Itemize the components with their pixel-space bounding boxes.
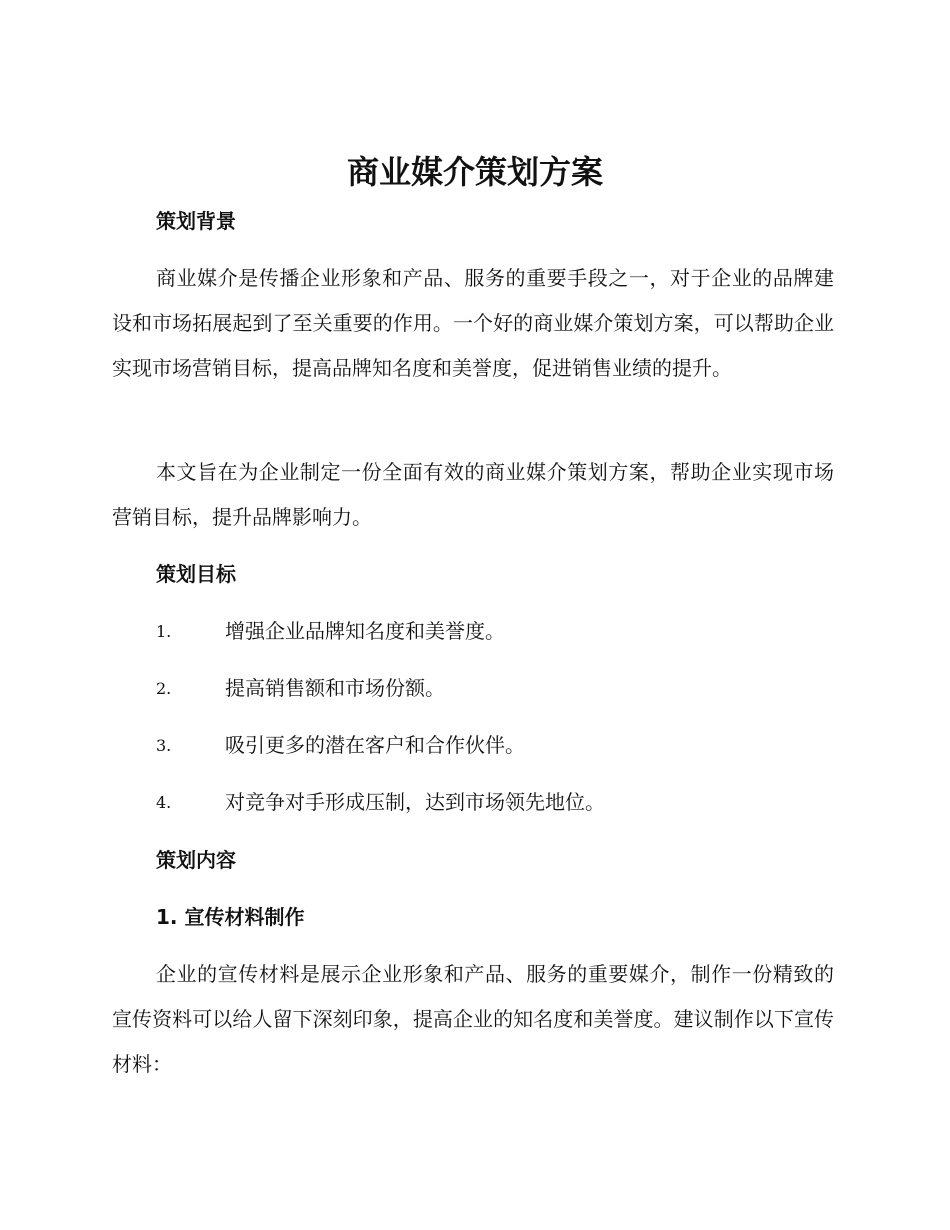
section-heading-content: 策划内容 (156, 848, 236, 872)
list-item-number: 4. (156, 793, 172, 812)
document-title: 商业媒介策划方案 (346, 153, 603, 191)
list-item-text: 提高销售额和市场份额。 (225, 676, 445, 700)
section-heading-goals: 策划目标 (156, 562, 236, 586)
list-item-number: 2. (156, 679, 172, 698)
list-item-text: 增强企业品牌知名度和美誉度。 (225, 619, 505, 643)
subsection-heading-materials: 1. 宣传材料制作 (156, 905, 305, 929)
section-heading-background: 策划背景 (156, 209, 236, 233)
list-item-number: 3. (156, 736, 172, 755)
content-paragraph: 企业的宣传材料是展示企业形象和产品、服务的重要媒介，制作一份精致的宣传资料可以给人留下深刻印象，提高企业的知名度和美誉度。建议制作以下宣传材料： (112, 962, 834, 1076)
list-item-text: 对竞争对手形成压制，达到市场领先地位。 (225, 790, 605, 814)
list-item-text: 吸引更多的潜在客户和合作伙伴。 (225, 733, 525, 757)
list-item-number: 1. (156, 622, 172, 641)
background-paragraph-1: 商业媒介是传播企业形象和产品、服务的重要手段之一，对于企业的品牌建设和市场拓展起到了至关重要的作用。一个好的商业媒介策划方案，可以帮助企业实现市场营销目标，提高品牌知名度和美誉度，促进销售业绩的提升。 (112, 266, 834, 380)
background-paragraph-2: 本文旨在为企业制定一份全面有效的商业媒介策划方案，帮助企业实现市场营销目标，提升品牌影响力。 (112, 460, 834, 529)
